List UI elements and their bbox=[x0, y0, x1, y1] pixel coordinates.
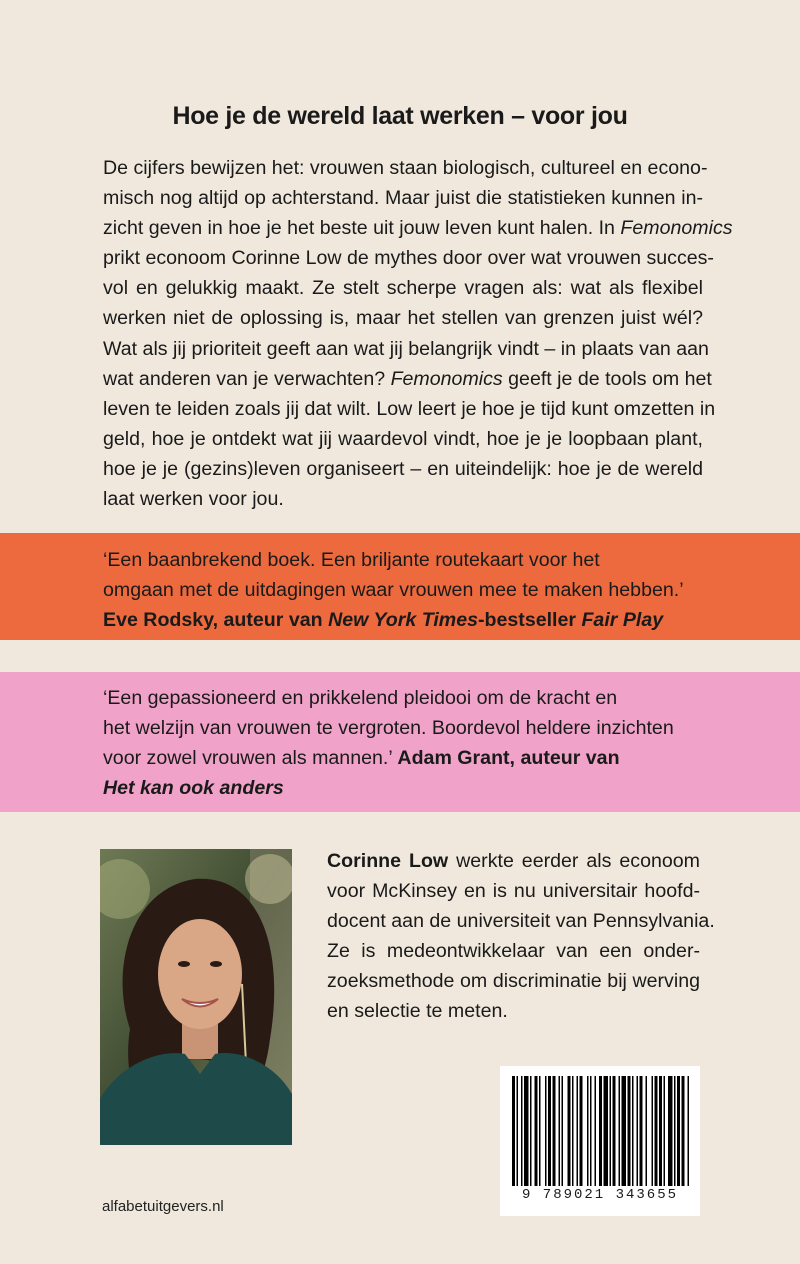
text-run: voor zowel vrouwen als mannen.’ bbox=[103, 747, 398, 769]
text-run: vol en gelukkig maakt. Ze stelt scherpe vragen als: wat als flexibel bbox=[103, 277, 703, 300]
barcode-bar bbox=[604, 1076, 609, 1186]
barcode-bar bbox=[652, 1076, 654, 1186]
text-line bbox=[103, 213, 733, 243]
text-run: voor McKinsey en is nu universitair hoofd- bbox=[327, 880, 700, 903]
quote-rodsky bbox=[103, 545, 684, 635]
barcode-bar bbox=[619, 1076, 621, 1186]
barcode-bar bbox=[524, 1076, 529, 1186]
barcode-bar bbox=[622, 1076, 627, 1186]
quote-line bbox=[103, 743, 674, 773]
quote-line bbox=[103, 713, 674, 743]
barcode-bar bbox=[562, 1076, 564, 1186]
text-run: zicht geven in hoe je het beste uit jouw leven kunt halen. In bbox=[103, 217, 621, 240]
text-line bbox=[327, 876, 700, 906]
barcode-bar bbox=[613, 1076, 616, 1186]
text-run: Eve Rodsky, auteur van bbox=[103, 609, 329, 631]
barcode-bar bbox=[628, 1076, 631, 1186]
text-line bbox=[103, 424, 703, 454]
text-run: Het kan ook anders bbox=[103, 777, 284, 799]
text-run: misch nog altijd op achterstand. Maar juist die statistieken kunnen in- bbox=[103, 187, 703, 210]
barcode-bar bbox=[682, 1076, 685, 1186]
headline: Hoe je de wereld laat werken – voor jou bbox=[172, 102, 628, 130]
quote-line bbox=[103, 575, 684, 605]
text-line bbox=[103, 243, 714, 273]
text-run: werkte eerder als econoom bbox=[448, 850, 701, 872]
text-run: Wat als jij prioriteit geeft aan wat jij belangrijk vindt – in plaats van aan bbox=[103, 337, 709, 360]
text-run: en selectie te meten. bbox=[327, 1000, 508, 1023]
text-run: zoeksmethode om discriminatie bij werving bbox=[327, 970, 700, 993]
text-run: het welzijn van vrouwen te vergroten. Boordevol heldere inzichten bbox=[103, 717, 674, 739]
barcode-bar bbox=[545, 1076, 547, 1186]
quote-line bbox=[103, 683, 674, 713]
barcode-bar bbox=[577, 1076, 579, 1186]
barcode-bar bbox=[610, 1076, 612, 1186]
barcode-bar bbox=[572, 1076, 574, 1186]
barcode-bar bbox=[640, 1076, 643, 1186]
barcode-bar bbox=[559, 1076, 561, 1186]
text-line bbox=[327, 996, 700, 1026]
text-line bbox=[103, 454, 703, 484]
text-run: laat werken voor jou. bbox=[103, 488, 284, 511]
barcode-bar bbox=[668, 1076, 673, 1186]
text-line bbox=[103, 334, 709, 364]
text-run: omgaan met de uitdagingen waar vrouwen mee te maken hebben.’ bbox=[103, 579, 684, 601]
text-run: Femonomics bbox=[620, 217, 733, 240]
text-line bbox=[103, 394, 716, 424]
barcode-bar bbox=[674, 1076, 676, 1186]
barcode-bar bbox=[517, 1076, 519, 1186]
text-run: New York Times bbox=[328, 609, 478, 631]
barcode-bar bbox=[637, 1076, 639, 1186]
text-line bbox=[103, 364, 712, 394]
text-line bbox=[103, 273, 703, 303]
barcode-bar bbox=[646, 1076, 648, 1186]
barcode-bar bbox=[587, 1076, 589, 1186]
text-run: prikt econoom Corinne Low de mythes door over wat vrouwen succes- bbox=[103, 247, 714, 270]
text-run: wat anderen van je verwachten? bbox=[103, 367, 391, 390]
text-run: geld, hoe je ontdekt wat jij waardevol vindt, hoe je je loopbaan plant, bbox=[103, 427, 703, 450]
barcode-bar bbox=[521, 1076, 523, 1186]
quote-line bbox=[103, 605, 684, 635]
author-bio bbox=[327, 846, 715, 1027]
text-run: Corinne Low bbox=[327, 850, 449, 872]
isbn-barcode bbox=[500, 1066, 700, 1216]
barcode-bar bbox=[688, 1076, 690, 1186]
text-run: De cijfers bewijzen het: vrouwen staan biologisch, cultureel en econo- bbox=[103, 157, 708, 179]
barcode-bar bbox=[677, 1076, 680, 1186]
barcode-bar bbox=[548, 1076, 551, 1186]
text-run: -bestseller bbox=[478, 609, 582, 631]
text-run: Ze is medeontwikkelaar van een onder- bbox=[327, 940, 700, 963]
barcode-bar bbox=[512, 1076, 515, 1186]
barcode-bar bbox=[590, 1076, 592, 1186]
text-line bbox=[103, 153, 708, 183]
barcode-bar bbox=[659, 1076, 662, 1186]
text-run: leven te leiden zoals jij dat wilt. Low leert je hoe je tijd kunt omzetten in bbox=[103, 397, 716, 420]
text-run: ‘Een gepassioneerd en prikkelend pleidooi om de kracht en bbox=[103, 687, 618, 709]
barcode-bar bbox=[595, 1076, 597, 1186]
text-run: hoe je je (gezins)leven organiseert – en uiteindelijk: hoe je de wereld bbox=[103, 457, 703, 480]
text-run: Femonomics bbox=[390, 367, 503, 390]
barcode-bar bbox=[539, 1076, 541, 1186]
isbn-number: 9 789021 343655 bbox=[521, 1187, 679, 1203]
author-photo bbox=[100, 849, 292, 1145]
blurb-text bbox=[103, 153, 733, 514]
barcode-bar bbox=[599, 1076, 602, 1186]
text-line bbox=[327, 936, 700, 966]
text-run: geeft je de tools om het bbox=[502, 367, 712, 390]
text-line bbox=[327, 966, 700, 996]
author-portrait-image bbox=[100, 849, 292, 1145]
barcode-bar bbox=[553, 1076, 556, 1186]
text-line bbox=[103, 183, 703, 213]
quote-line bbox=[103, 773, 674, 803]
barcode-bar bbox=[664, 1076, 666, 1186]
barcode-bar bbox=[535, 1076, 538, 1186]
quote-line bbox=[103, 545, 684, 575]
quote-grant bbox=[103, 683, 674, 803]
barcode-bar bbox=[655, 1076, 658, 1186]
text-line bbox=[327, 906, 715, 936]
text-run: werken niet de oplossing is, maar het stellen van grenzen juist wél? bbox=[103, 307, 703, 330]
barcode-bar bbox=[568, 1076, 571, 1186]
text-run: docent aan de universiteit van Pennsylvania. bbox=[327, 910, 715, 933]
barcode-bar bbox=[632, 1076, 634, 1186]
text-run: Adam Grant, auteur van bbox=[397, 747, 620, 769]
text-line bbox=[103, 303, 703, 333]
text-line bbox=[327, 846, 700, 876]
barcode-bar bbox=[580, 1076, 583, 1186]
publisher-website: alfabetuitgevers.nl bbox=[102, 1198, 224, 1215]
text-run: Fair Play bbox=[581, 609, 664, 631]
text-line bbox=[103, 484, 703, 514]
text-run: ‘Een baanbrekend boek. Een briljante routekaart voor het bbox=[103, 549, 600, 571]
barcode-bar bbox=[530, 1076, 532, 1186]
